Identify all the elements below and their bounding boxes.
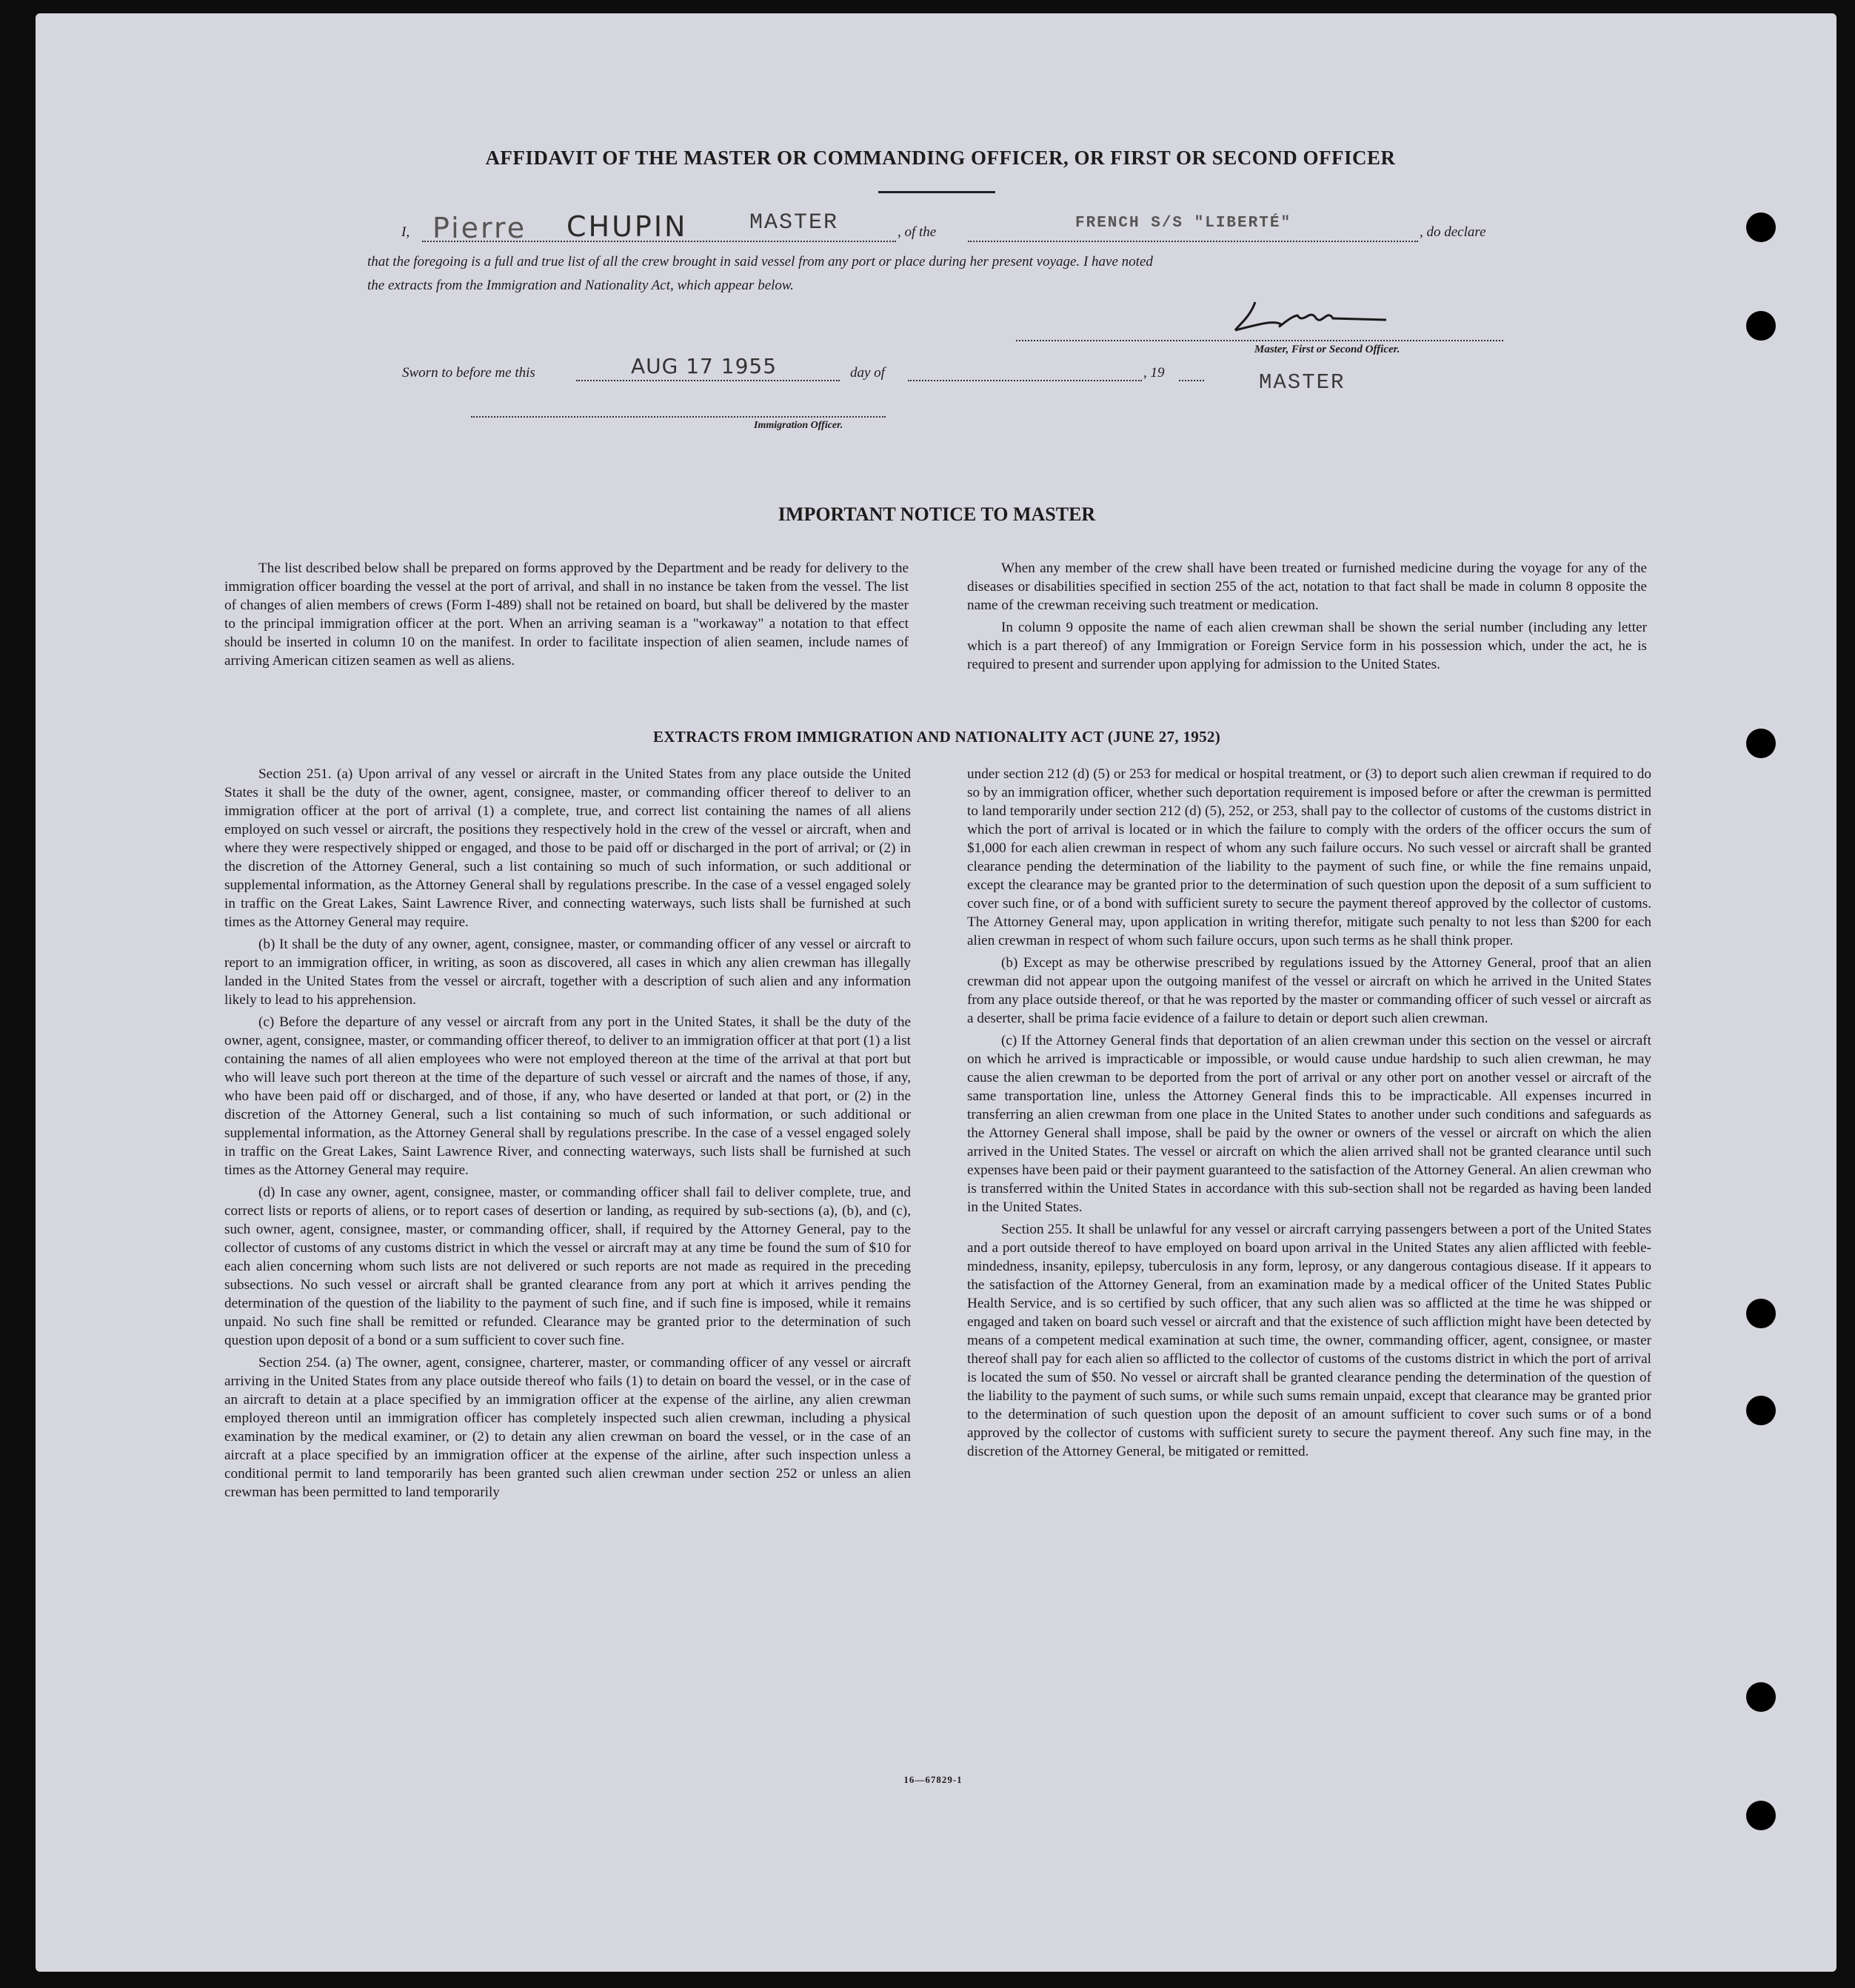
extract-section-251c: (c) Before the departure of any vessel or aircraft from any port in the United States, it shall be the duty of the owner, agent, consignee, master, or commanding officer thereof, to deliver to an immigration officer at that port (1) a list containing the names of all alien employees who were not employed thereon at the time of the arrival at that port but who will leave such port thereon at the time of the departure of such vessel or aircraft and the names of those, if any, who have been paid off or discharged, and of those, if any, who have deserted or landed at that port, or (2) in the discretion of the Attorney General, such a list containing so much of such information, or such additional or supplemental information, as the Attorney General shall by regulations prescribe. In the case of a vessel engaged solely in traffic on the Great Lakes, Saint Lawrence River, and connecting waterways, such lists shall be furnished at such times as the Attorney General may require. (224, 1014, 911, 1178)
binder-hole (1746, 729, 1776, 758)
sworn-date-stamp: AUG 17 1955 (631, 354, 778, 378)
signature-label: Master, First or Second Officer. (1254, 344, 1400, 355)
month-line (908, 380, 1142, 381)
extract-section-254a-cont: under section 212 (d) (5) or 253 for medical or hospital treatment, or (3) to deport such alien crewman if required to do so by an immigration officer, whether such deportation requirement is imposed before or after the crewman is permitted to land temporarily under section 212 (d) (5), 252, or 253, shall pay to the collector of customs of the customs district in which the port of arrival is located or in which the failure to comply with the orders of the officer occurs the sum of $1,000 for each alien crewman in respect of whom any such failure occurs. No such vessel or aircraft shall be granted clearance pending the determination of the liability to the payment of such fine, or while the fine remains unpaid, except the clearance may be granted prior to the determination of such question upon the deposit of a sum sufficient to cover such fine, or of a bond with sufficient surety to secure the payment thereof approved by the collector of customs. The Attorney General may, upon application in writing therefor, mitigate such penalty to not less than $200 for each alien crewman in respect of whom such failure occurs, upon such terms as he shall think proper. (967, 766, 1651, 948)
affidavit-title: AFFIDAVIT OF THE MASTER OR COMMANDING OFFICER, OR FIRST OR SECOND OFFICER (485, 147, 1396, 169)
year-prefix: , 19 (1143, 365, 1165, 381)
binder-hole (1746, 212, 1776, 242)
binder-hole (1746, 1299, 1776, 1328)
sworn-label: Sworn to before me this (402, 365, 535, 381)
binder-hole (1746, 1396, 1776, 1425)
master-surname: CHUPIN (566, 210, 688, 243)
declaration-line-3: the extracts from the Immigration and Nationality Act, which appear below. (367, 278, 794, 293)
vessel-stamp: FRENCH S/S "LIBERTÉ" (1075, 215, 1292, 232)
title-rule (878, 191, 995, 193)
sworn-date-line (576, 380, 840, 381)
vessel-line (968, 241, 1418, 242)
declaration-line-2: that the foregoing is a full and true list of all the crew brought in said vessel from any port or place during her present voyage. I have noted (367, 254, 1153, 270)
i-label: I, (401, 224, 410, 240)
officer-label: Immigration Officer. (754, 420, 843, 431)
extract-section-254a: Section 254. (a) The owner, agent, consignee, charterer, master, or commanding officer of any vessel or aircraft arriving in the United States from any place outside thereof who fails (1) to detain on board the vessel, or in the case of an aircraft to detain at a place specified by an immigration officer at the expense of the airline, any alien crewman employed thereon until an immigration officer has completely inspected such alien crewman, including a physical examination by the medical examiner, or (2) to detain any alien crewman on board the vessel, or in the case of an aircraft at a place specified by an immigration officer at the expense of the airline, after such inspection unless a conditional permit to land temporarily has been granted such alien crewman under section 252 or unless an alien crewman has been permitted to land temporarily (224, 1355, 911, 1500)
extract-section-255: Section 255. It shall be unlawful for any vessel or aircraft carrying passengers between a port of the United States and a port outside thereof to have employed on board upon arrival in the United States any alien afflicted with feeble-mindedness, insanity, epilepsy, tuberculosis in any form, leprosy, or any dangerous contagious disease. If it appears to the satisfaction of the Attorney General, from an examination made by a medical officer of the United States Public Health Service, and is so certified by such officer, that any such alien was so afflicted at the time he was shipped or engaged and taken on board such vessel or aircraft and that the existence of such affliction might have been detected by means of a competent medical examination at such time, the owner, commanding officer, agent, consignee, or master thereof shall pay for each alien so afflicted to the collector of customs of the customs district in which the port of arrival is located the sum of $50. No vessel or aircraft shall be granted clearance pending the determination of the question of the liability to the payment of such sums, or while such sums remain unpaid, except that clearance may be granted prior to the determination of such question upon the deposit of an amount sufficient to cover such sums or of a bond approved by the collector of customs with sufficient surety to secure the payment thereof. Any such fine may, in the discretion of the Attorney General, be mitigated or remitted. (967, 1222, 1651, 1459)
extract-section-254b: (b) Except as may be otherwise prescribed by regulations issued by the Attorney General, proof that an alien crewman did not appear upon the outgoing manifest of the vessel or aircraft on which he arrived in the United States from any place outside thereof, or that he was reported by the master or commanding officer of such vessel or aircraft as a deserter, shall be prima facie evidence of a failure to detain or deport such alien crewman. (967, 955, 1651, 1026)
signature-line (1016, 340, 1503, 341)
notice-right-paragraph-1: When any member of the crew shall have been treated or furnished medicine during the voyage for any of the diseases or disabilities specified in section 255 of the act, notation to that fact shall be made in column 8 opposite the name of the crewman receiving such treatment or medication. (967, 560, 1647, 613)
notice-right-paragraph-2: In column 9 opposite the name of each alien crewman shall be shown the serial number (including any letter which is a part thereof) of any Immigration or Foreign Service form in his possession which, under the act, he is required to present and surrender upon applying for admission to the United States. (967, 620, 1647, 672)
binder-hole (1746, 1682, 1776, 1712)
do-declare-label: , do declare (1420, 224, 1486, 240)
notice-right-column (967, 559, 1647, 677)
extract-section-251d: (d) In case any owner, agent, consignee, master, or commanding officer shall fail to deliver complete, true, and correct lists or reports of aliens, or to report cases of desertion or landing, as required by sub-sections (a), (b), and (c), such owner, agent, consignee, master, or commanding officer, shall, if required by the Attorney General, pay to the collector of customs of any customs district in which the vessel or aircraft may at any time be found the sum of $10 for each alien concerning whom such lists are not delivered or such reports are not made as required in the preceding subsections. No such vessel or aircraft shall be granted clearance from any port at which it arrives pending the determination of the question of the liability to the payment of such fine, and if such fine is imposed, while it remains unpaid. No such fine shall be remitted or refunded. Clearance may be granted prior to the determination of such question upon deposit of a bond or a sum sufficient to cover such fine. (224, 1185, 911, 1348)
binder-hole (1746, 311, 1776, 341)
print-code: 16—67829-1 (903, 1774, 963, 1785)
extract-section-251b: (b) It shall be the duty of any owner, agent, consignee, master, or commanding officer of any vessel or aircraft to report to an immigration officer, in writing, as soon as discovered, all cases in which any alien crewman has illegally landed in the United States from the vessel or aircraft, together with a description of such alien and any information likely to lead to his apprehension. (224, 937, 911, 1008)
signature-rank-stamp: MASTER (1259, 370, 1346, 395)
of-the-label: , of the (898, 224, 937, 240)
day-of-label: day of (850, 365, 885, 381)
binder-hole (1746, 1801, 1776, 1830)
notice-left-column (224, 559, 909, 674)
rank-stamp: MASTER (749, 210, 839, 235)
extracts-right-column (967, 765, 1651, 1465)
officer-signature-line (471, 416, 886, 418)
notice-title: IMPORTANT NOTICE TO MASTER (778, 503, 1096, 525)
year-line (1179, 380, 1204, 381)
master-first-name: Pierre (432, 212, 527, 244)
extract-section-254c: (c) If the Attorney General finds that deportation of an alien crewman under this section on the vessel or aircraft on which he arrived is impracticable or impossible, or would cause undue hardship to such alien crewman, he may cause the alien crewman to be deported from the port of arrival or any other port on another vessel or aircraft of the same transportation line, unless the Attorney General finds this to be impracticable. All expenses incurred in transferring an alien crewman from one place in the United States to another under such conditions and safeguards as the Attorney General shall impose, shall be paid by the owner or owners of the vessel or aircraft on which the alien arrived in the United States. The vessel or aircraft on which the alien arrived shall not be granted clearance until such expenses have been paid or their payment guaranteed to the satisfaction of the Attorney General. An alien crewman who is transferred within the United States in accordance with this sub-section shall not be regarded as having been landed in the United States. (967, 1033, 1651, 1215)
notice-left-paragraph: The list described below shall be prepared on forms approved by the Department and be ready for delivery to the immigration officer boarding the vessel at the port of arrival, and shall in no instance be taken from the vessel. The list of changes of alien members of crews (Form I-489) shall not be retained on board, but shall be delivered by the master to the principal immigration officer at the port. When an arriving seaman is a "workaway" a notation to that effect should be inserted in column 10 on the manifest. In order to facilitate inspection of alien seamen, include names of arriving American citizen seamen as well as aliens. (224, 560, 909, 669)
extract-section-251a: Section 251. (a) Upon arrival of any vessel or aircraft in the United States from any place outside the United States it shall be the duty of the owner, agent, consignee, master, or commanding officer thereof to deliver to an immigration officer at the port of arrival (1) a complete, true, and correct list containing the names of all aliens employed on such vessel or aircraft, the positions they respectively hold in the crew of the vessel or aircraft, when and where they were respectively shipped or engaged, and those to be paid off or discharged in the port of arrival; or (2) in the discretion of the Attorney General, such a list containing so much of such information, or such additional or supplemental information, as the Attorney General shall by regulations prescribe. In the case of a vessel engaged solely in traffic on the Great Lakes, Saint Lawrence River, and connecting waterways, such lists shall be furnished at such times as the Attorney General may require. (224, 766, 911, 930)
extracts-title: EXTRACTS FROM IMMIGRATION AND NATIONALITY ACT (JUNE 27, 1952) (653, 728, 1220, 746)
master-signature (1229, 295, 1392, 345)
extracts-left-column (224, 765, 911, 1505)
